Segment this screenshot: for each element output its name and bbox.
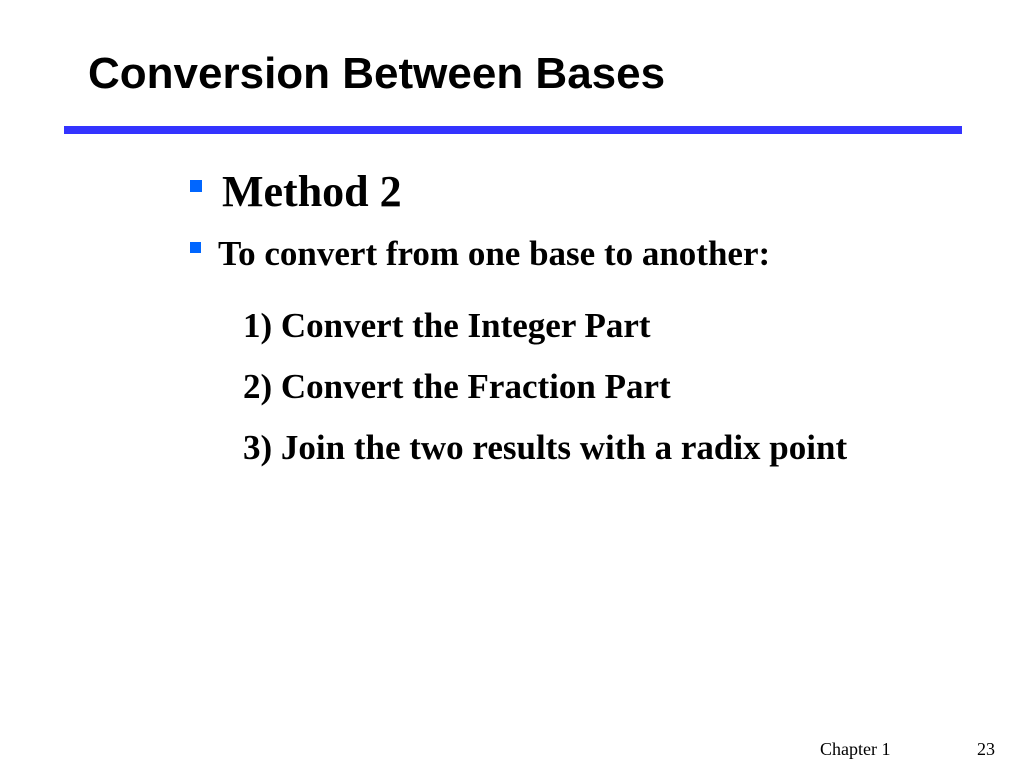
square-bullet-icon: [190, 180, 202, 192]
steps-list: [243, 302, 847, 485]
bullet-method: [190, 166, 402, 218]
square-bullet-icon: [190, 242, 201, 253]
title-divider: [64, 126, 962, 134]
slide-title: Conversion Between Bases: [88, 49, 666, 98]
bullet-convert-instruction-text: To convert from one base to another:: [218, 234, 771, 273]
bullet-method-text: Method 2: [222, 167, 402, 216]
step-item: 3) Join the two results with a radix point: [243, 428, 848, 467]
footer-page-number: 23: [977, 739, 995, 759]
step-item: 1) Convert the Integer Part: [243, 306, 651, 345]
bullet-convert-instruction: [190, 232, 770, 276]
footer-chapter: Chapter 1: [820, 739, 891, 759]
step-item: 2) Convert the Fraction Part: [243, 367, 671, 406]
